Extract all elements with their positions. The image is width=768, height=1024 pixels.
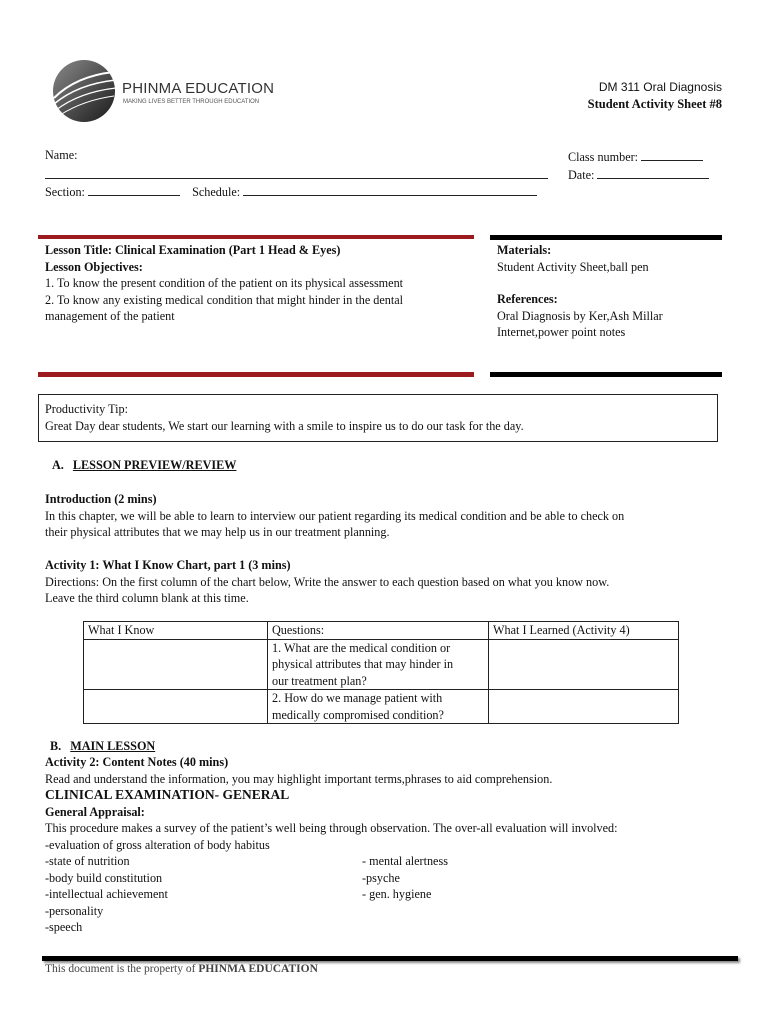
- lesson-top-rule-black: [490, 235, 722, 240]
- materials-info: [497, 242, 723, 341]
- list-item: -speech: [45, 920, 83, 934]
- clinical-exam-heading: CLINICAL EXAMINATION- GENERAL: [45, 787, 290, 802]
- question-line: our treatment plan?: [272, 673, 367, 688]
- lesson-info: [45, 242, 475, 325]
- list-item: -body build constitution: [45, 870, 163, 885]
- logo: [48, 58, 278, 124]
- appraisal-list-left: [45, 853, 345, 936]
- list-item: - mental alertness: [362, 854, 448, 868]
- list-item: -state of nutrition: [45, 854, 130, 868]
- introduction: [45, 491, 725, 541]
- lesson-top-rule-red: [38, 235, 474, 239]
- col-what-i-learned: What I Learned (Activity 4): [489, 622, 679, 640]
- schedule-field[interactable]: [243, 183, 537, 196]
- section-field[interactable]: [88, 183, 180, 196]
- date-field[interactable]: [597, 166, 709, 179]
- section-b-title: MAIN LESSON: [70, 739, 156, 753]
- class-number-label: Class number:: [568, 150, 639, 164]
- reference-line: Internet,power point notes: [497, 325, 626, 339]
- logo-mark-icon: [48, 58, 118, 124]
- footer-rule: [42, 956, 738, 961]
- question-line: 1. What are the medical condition or: [272, 640, 451, 655]
- activity1-line: Leave the third column blank at this time.: [45, 591, 249, 605]
- objective-line: 1. To know the present condition of the patient on its physical assessment: [45, 276, 404, 290]
- table-row: [84, 690, 679, 724]
- col-what-i-know: What I Know: [84, 622, 268, 640]
- tip-text: Great Day dear students, We start our learning with a smile to inspire us to do our task for the day.: [45, 418, 524, 433]
- date-row: [568, 166, 709, 183]
- course-code: DM 311 Oral Diagnosis: [598, 80, 722, 94]
- objective-line: 2. To know any existing medical condition that might hinder in the dental: [45, 292, 404, 307]
- productivity-tip-box: [38, 394, 718, 442]
- appraisal-line: -evaluation of gross alteration of body habitus: [45, 837, 270, 852]
- activity2-instruction: Read and understand the information, you may highlight important terms,phrases to aid comprehension.: [45, 771, 553, 786]
- col-questions: Questions:: [268, 622, 489, 640]
- learned-cell[interactable]: [489, 690, 679, 724]
- name-label: Name:: [45, 148, 78, 162]
- reference-line: Oral Diagnosis by Ker,Ash Millar: [497, 308, 663, 323]
- objectives-heading: Lesson Objectives:: [45, 259, 143, 274]
- name-field[interactable]: [45, 178, 548, 179]
- section-a-title: LESSON PREVIEW/REVIEW: [72, 458, 237, 472]
- list-item: - gen. hygiene: [362, 887, 432, 901]
- footer-owner: PHINMA EDUCATION: [198, 963, 318, 975]
- footer-text: [45, 963, 318, 975]
- footer-prefix: This document is the property of: [45, 963, 196, 975]
- question-cell: [268, 639, 489, 690]
- references-heading: References:: [497, 292, 558, 306]
- list-item: -personality: [45, 903, 104, 918]
- objective-line: management of the patient: [45, 309, 175, 323]
- section-b-heading: [50, 739, 155, 754]
- section-a-heading: [52, 458, 236, 473]
- table-header-row: [84, 622, 679, 640]
- date-label: Date:: [568, 168, 595, 182]
- materials-text: Student Activity Sheet,ball pen: [497, 259, 649, 274]
- brand-name: PHINMA EDUCATION: [122, 80, 275, 97]
- question-line: physical attributes that may hinder in: [272, 657, 454, 671]
- know-cell[interactable]: [84, 639, 268, 690]
- lesson-bottom-rule-red: [38, 372, 474, 377]
- table-row: [84, 639, 679, 690]
- schedule-label: Schedule:: [192, 185, 241, 199]
- intro-line: their physical attributes that we may help us in our treatment planning.: [45, 525, 390, 539]
- learned-cell[interactable]: [489, 639, 679, 690]
- activity-2: [45, 754, 735, 853]
- list-item: -intellectual achievement: [45, 887, 168, 901]
- general-appraisal-heading: General Appraisal:: [45, 804, 145, 819]
- question-line: 2. How do we manage patient with: [272, 691, 443, 705]
- section-label: Section:: [45, 185, 85, 199]
- section-b-letter: B.: [50, 739, 62, 753]
- class-number-row: [568, 148, 703, 165]
- lesson-bottom-rule-black: [490, 372, 722, 377]
- brand-tagline: MAKING LIVES BETTER THROUGH EDUCATION: [123, 99, 260, 105]
- class-number-field[interactable]: [641, 148, 703, 161]
- question-line: medically compromised condition?: [272, 707, 444, 722]
- question-cell: [268, 690, 489, 724]
- know-cell[interactable]: [84, 690, 268, 724]
- section-row: [45, 183, 537, 200]
- sheet-title: Student Activity Sheet #8: [587, 97, 722, 111]
- appraisal-list-right: [362, 853, 662, 903]
- activity2-heading: Activity 2: Content Notes (40 mins): [45, 755, 229, 769]
- list-item: -psyche: [362, 870, 400, 885]
- section-a-letter: A.: [52, 458, 64, 472]
- activity1-line: Directions: On the first column of the chart below, Write the answer to each question based on what you know now.: [45, 574, 610, 589]
- tip-heading: Productivity Tip:: [45, 402, 128, 416]
- appraisal-line: This procedure makes a survey of the patient’s well being through observation. The over-all evaluation will involved:: [45, 821, 618, 835]
- lesson-title: Lesson Title: Clinical Examination (Part 1 Head & Eyes): [45, 243, 341, 257]
- activity-1: [45, 557, 735, 607]
- activity1-heading: Activity 1: What I Know Chart, part 1 (3 mins): [45, 558, 291, 572]
- what-i-know-table: [83, 621, 679, 724]
- intro-line: In this chapter, we will be able to learn to interview our patient regarding its medical condition and be able to check on: [45, 508, 625, 523]
- materials-heading: Materials:: [497, 243, 552, 257]
- intro-heading: Introduction (2 mins): [45, 492, 157, 506]
